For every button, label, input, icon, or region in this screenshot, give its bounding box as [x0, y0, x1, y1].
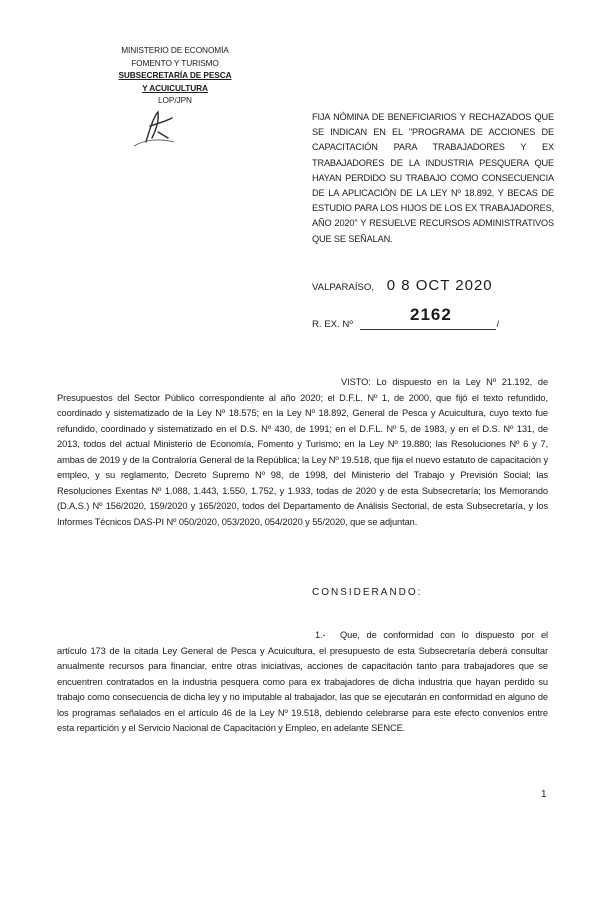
- resolution-label: R. EX. Nº: [312, 319, 353, 330]
- visto-label: VISTO:: [341, 377, 371, 387]
- stamp-date: 0 8 OCT 2020: [386, 277, 493, 294]
- page-number: 1: [541, 789, 547, 800]
- handwritten-signature: [128, 108, 188, 148]
- ministry-name: MINISTERIO DE ECONOMÍA: [121, 45, 229, 55]
- paragraph-text: Que, de conformidad con lo dispuesto por el artículo 173 de la citada Ley General de Pesca y Acuicultura, el presupuesto de esta Subsecretaría deberá consultar anualmente recursos para financiar, entre otras iniciativas, acciones de capacitación tanto para trabajadores que se encuentren contratados en la industria pesquera como para ex trabajadores de dicha industria que hayan perdido su trabajo como consecuencia de dicha ley y no imputable al trabajador, las que se ejecutarán en conformidad en alguno de los programas señalados en el artículo 46 de la Ley Nº 19.518, debiendo celebrarse para este efecto convenios entre esta repartición y el Servicio Nacional de Capacitación y Empleo, en adelante SENCE.: [57, 630, 548, 733]
- place-date: [312, 277, 493, 294]
- considerando-paragraph-1: [57, 628, 548, 737]
- ministry-header: [110, 44, 240, 107]
- subsecretaria-name: SUBSECRETARÍA DE PESCA: [118, 70, 232, 80]
- resolution-title: FIJA NÓMINA DE BENEFICIARIOS Y RECHAZADOS QUE SE INDICAN EN EL "PROGRAMA DE ACCIONES DE CAPACITACIÓN PARA TRABAJADORES Y EX TRABAJADORES DE LA INDUSTRIA PESQUERA QUE HAYAN PERDIDO SU TRABAJO COMO CONSECUENCIA DE LA APLICACIÓN DE LA LEY Nº 18.892, Y BECAS DE ESTUDIO PARA LOS HIJOS DE LOS EX TRABAJADORES, AÑO 2020" Y RESUELVE RECURSOS ADMINISTRATIVOS QUE SE SEÑALAN.: [312, 112, 554, 244]
- paragraph-number: 1.-: [315, 630, 326, 640]
- place: VALPARAÍSO,: [312, 282, 375, 293]
- visto-section: [57, 375, 548, 530]
- initials: LOP/JPN: [158, 95, 192, 105]
- considerando-heading: CONSIDERANDO:: [312, 587, 423, 598]
- number-slash: /: [496, 319, 500, 330]
- ministry-name-line2: FOMENTO Y TURISMO: [131, 57, 219, 68]
- subsecretaria-name-line2: Y ACUICULTURA: [142, 82, 208, 93]
- resolution-number: [312, 305, 500, 330]
- resolution-number-value: 2162: [410, 305, 452, 324]
- visto-text: Lo dispuesto en la Ley Nº 21.192, de Presupuestos del Sector Público correspondiente al año 2020; el D.F.L. Nº 1, de 2000, que fijó el texto refundido, coordinado y sistematizado de la Ley Nº 18.575; en la Ley Nº 18.892, General de Pesca y Acuicultura, cuyo texto fue refundido, coordinado y sistematizado en el D.S. Nº 430, de 1991; en el D.F.L. Nº 5, de 1983, y en el D.S. Nº 131, de 2013, todos del actual Ministerio de Economía, Fomento y Turismo; en la Ley Nº 19.880; las Resoluciones Nº 6 y 7, ambas de 2019 y de la Contraloría General de la República; la Ley Nº 19.518, que fija el nuevo estatuto de capacitación y empleo, y su reglamento, Decreto Supremo Nº 98, de 1998, del Ministerio del Trabajo y Previsión Social; las Resoluciones Exentas Nº 1.088, 1.443, 1.550, 1.752, y 1.933, todas de 2020 y de esta Subsecretaría; los Memorando (D.A.S.) Nº 156/2020, 159/2020 y 165/2020, todos del Departamento de Análisis Sectorial, de esta Subsecretaría, y los Informes Técnicos DAS-PI Nº 050/2020, 053/2020, 054/2020 y 55/2020, que se adjuntan.: [57, 377, 549, 527]
